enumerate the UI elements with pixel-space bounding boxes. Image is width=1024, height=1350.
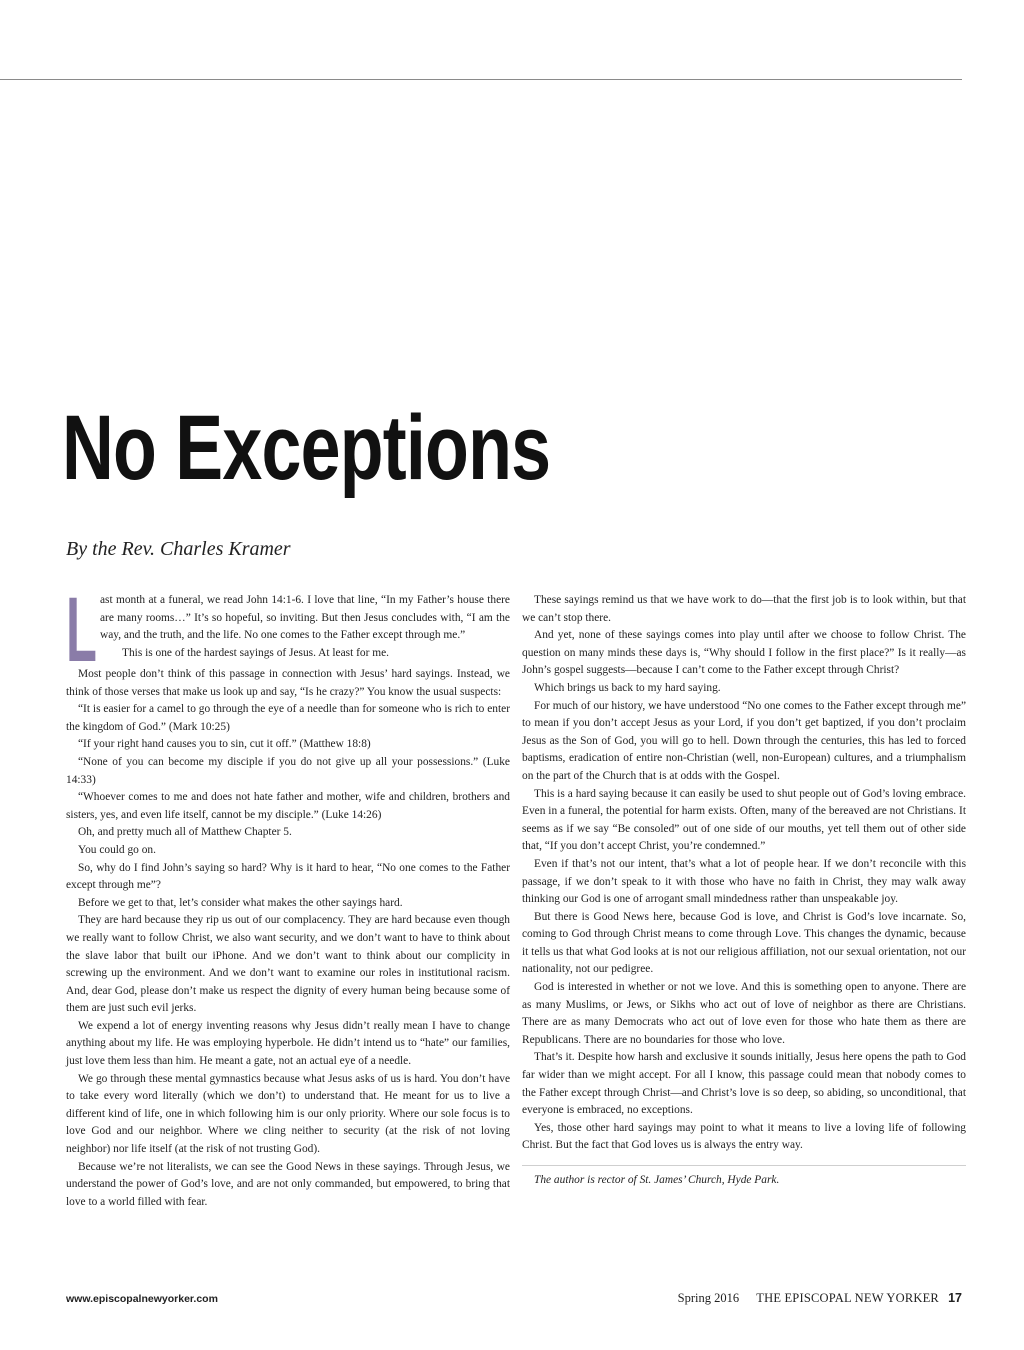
body-paragraph: “If your right hand causes you to sin, cut it off.” (Matthew 18:8): [78, 738, 371, 751]
body-paragraph: “None of you can become my disciple if you do not give up all your possessions.” (Luke 14:33): [66, 755, 510, 786]
body-paragraph: So, why do I find John’s saying so hard? Why is it hard to hear, “No one comes to the Father except through me”?: [66, 861, 510, 892]
body-paragraph: Most people don’t think of this passage in connection with Jesus’ hard sayings. Instead, we think of those verses that make us look up and say, “Is he crazy?” You know the usual suspects:: [66, 668, 510, 698]
body-paragraph: “It is easier for a camel to go through the eye of a needle than for someone who is rich to enter the kingdom of God.” (Mark 10:25): [66, 703, 510, 733]
body-paragraph: “Whoever comes to me and does not hate father and mother, wife and children, brothers and sisters, yes, and even life itself, cannot be my disciple.” (Luke 14:26): [66, 791, 510, 821]
body-paragraph: Before we get to that, let’s consider what makes the other sayings hard.: [78, 896, 403, 909]
first-paragraph-text: ast month at a funeral, we read John 14:1-6. I love that line, “In my Father’s house there are many rooms…” It’s so hopeful, so inviting. But then Jesus concludes with, “I am the way, and the truth, and the life. No one comes to the Father except through me.”: [100, 594, 510, 642]
article-column-left: [66, 579, 510, 1211]
body-paragraph: God is interested in whether or not we love. And this is something open to anyone. There are as many Muslims, or Jews, or Sikhs who act out of love of neighbor as there are Christians. There are as many Democrats who act out of love even for those who hate them as there are Republicans. There are no boundaries for those who love.: [522, 981, 966, 1046]
top-rule: [0, 79, 962, 80]
body-paragraph: You could go on.: [78, 843, 156, 856]
body-paragraph: We expend a lot of energy inventing reasons why Jesus didn’t really mean I have to change anything about my life. He was employing hyperbole. He didn’t intend us to “hate” our families, just love them less than him. He meant a gate, not an actual eye of a needle.: [66, 1019, 510, 1068]
footer-publication: THE EPISCOPAL NEW YORKER: [756, 1291, 939, 1305]
article-column-right: [522, 592, 966, 1189]
body-paragraph: And yet, none of these sayings comes into play until after we choose to follow Christ. The question on many minds these days is, “Why should I follow in the first place?” Is it really—as John’s gospel suggests—because I can’t come to the Father except through Christ?: [522, 629, 966, 677]
body-paragraph: But there is Good News here, because God is love, and Christ is God’s love incarnate. So, coming to God through Christ means to come through Love. This changes the dynamic, because it tells us that what God looks at is not our religious affiliation, not our sexual orientation, not our nationality, not our pedigree.: [522, 910, 966, 976]
author-note-divider: [522, 1165, 966, 1166]
body-paragraph: Because we’re not literalists, we can see the Good News in these sayings. Through Jesus, we understand the power of God’s love, and are not only commanded, but empowered, to bring that love to a world filled with fear.: [66, 1160, 510, 1208]
drop-cap: L: [66, 579, 97, 681]
footer-folio: [678, 1291, 962, 1306]
footer-issue: Spring 2016: [677, 1291, 740, 1305]
body-paragraph: Yes, those other hard sayings may point to what it means to live a loving life of following Christ. But the fact that God loves us is always the entry way.: [522, 1121, 966, 1152]
article-title: No Exceptions: [62, 397, 551, 499]
footer-website-link[interactable]: www.episcopalnewyorker.com: [66, 1293, 218, 1305]
body-paragraph: This is one of the hardest sayings of Jesus. At least for me.: [122, 646, 390, 659]
body-paragraph: For much of our history, we have understood “No one comes to the Father except through me” to mean if you don’t accept Jesus as your Lord, if you don’t get baptized, if you don’t proclaim Jesus as the Son of God, you will go to hell. Down through the centuries, this has led to forced baptisms, eradication of entire non-Christian (well, non-European) cultures, and a triumphalism on the part of the Church that is at odds with the Gospel.: [522, 699, 966, 782]
body-paragraph: We go through these mental gymnastics because what Jesus asks of us is hard. You don’t have to take every word literally (which we don’t) to understand that. He meant for us to live a different kind of life, one in which following him is our only priority. Where our sole focus is to love God and our neighbor. Where we cling neither to security (at the risk of not loving neighbor) nor life itself (at the risk of not trusting God).: [66, 1072, 510, 1156]
body-paragraph: That’s it. Despite how harsh and exclusive it sounds initially, Jesus here opens the path to God far wider than we might accept. For all I know, this passage could mean that nobody comes to the Father except through Christ—and Christ’s love is so deep, so abiding, so unconditional, that everyone is embraced, no exceptions.: [522, 1051, 966, 1117]
body-paragraph: Even if that’s not our intent, that’s what a lot of people hear. If we don’t reconcile with this passage, if we don’t speak to it with those who have no faith in Christ, they may walk away thinking our God is one of arrogant small mindedness rather than unspeakable joy.: [522, 857, 966, 906]
body-paragraph: These sayings remind us that we have work to do—that the first job is to look within, but that we can’t stop there.: [522, 594, 966, 624]
body-paragraph: They are hard because they rip us out of our complacency. They are hard because even though we really want to follow Christ, we also want security, and we don’t want to have to think about the slave labor that built our iPhone. And we don’t want to think about our complicity in screwing up the environment. And we don’t want to examine our roles in institutional racism. And, dear God, please don’t make us respect the dignity of every human being because some of them are just such evil jerks.: [66, 914, 510, 1015]
body-paragraph: This is a hard saying because it can easily be used to shut people out of God’s loving embrace. Even in a funeral, the potential for harm exists. Often, many of the bereaved are not Christians. It seems as if we say “Be consoled” out of one side of our mouths, yet tell them out of other side that, “If you don’t accept Christ, you’re condemned.”: [522, 787, 966, 853]
page-number: 17: [948, 1291, 962, 1305]
author-note: The author is rector of St. James’ Church, Hyde Park.: [534, 1174, 780, 1186]
body-paragraph: Which brings us back to my hard saying.: [534, 681, 721, 694]
article-byline: By the Rev. Charles Kramer: [66, 538, 291, 560]
body-paragraph: Oh, and pretty much all of Matthew Chapter 5.: [78, 826, 292, 839]
